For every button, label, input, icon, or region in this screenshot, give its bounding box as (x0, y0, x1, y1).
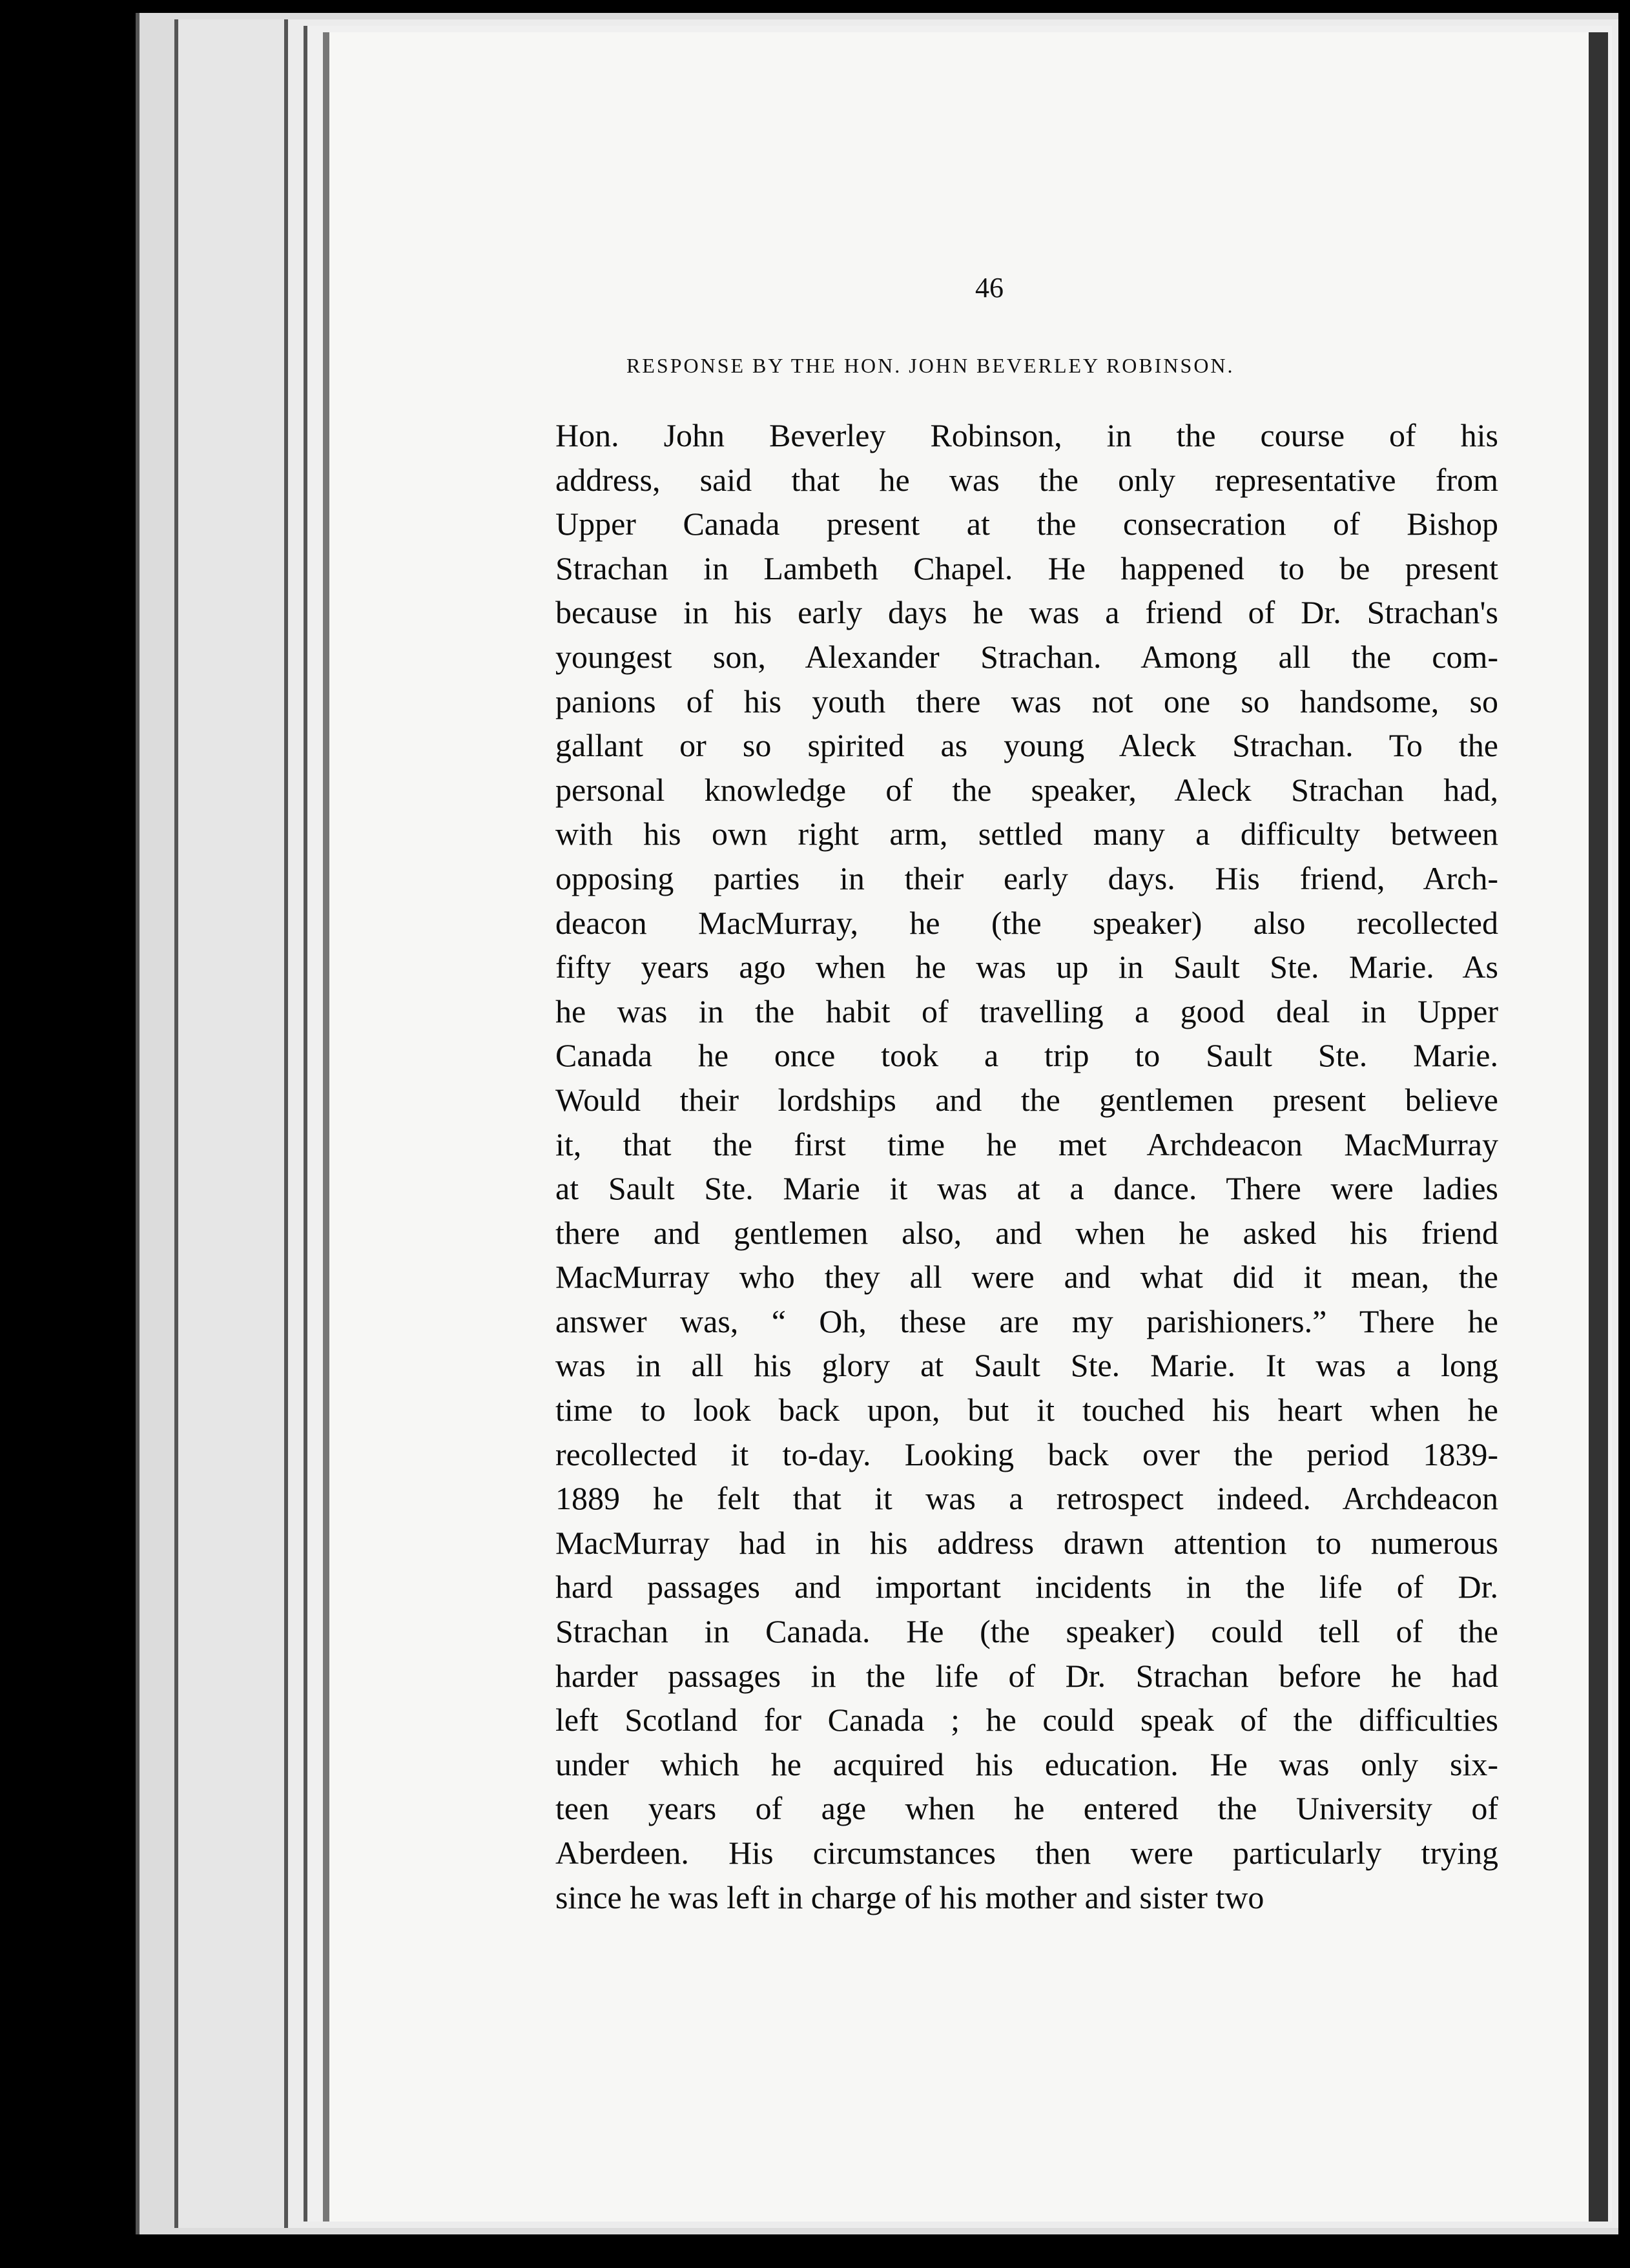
text-line: recollected it to-day. Looking back over the period 1839- (555, 1436, 1498, 1472)
text-line: because in his early days he was a friend of Dr. Strachan's (555, 594, 1498, 631)
text-line: hard passages and important incidents in the life of Dr. (555, 1569, 1498, 1605)
text-line: teen years of age when he entered the University of (555, 1790, 1498, 1827)
text-line: address, said that he was the only representative from (555, 461, 1498, 498)
text-line: deacon MacMurray, he (the speaker) also recollected (555, 904, 1498, 941)
text-line: at Sault Ste. Marie it was at a dance. There were ladies (555, 1170, 1498, 1207)
text-line: youngest son, Alexander Strachan. Among all the com- (555, 638, 1498, 675)
text-line: time to look back upon, but it touched his heart when he (555, 1392, 1498, 1428)
text-line: answer was, “ Oh, these are my parishioners.” There he (555, 1303, 1498, 1339)
body-paragraph (555, 413, 1498, 1919)
text-line: there and gentlemen also, and when he asked his friend (555, 1214, 1498, 1251)
text-line: Canada he once took a trip to Sault Ste. Marie. (555, 1037, 1498, 1074)
text-line: personal knowledge of the speaker, Aleck Strachan had, (555, 771, 1498, 808)
text-line: panions of his youth there was not one so handsome, so (555, 683, 1498, 719)
text-line: Strachan in Lambeth Chapel. He happened to be present (555, 550, 1498, 586)
text-line: gallant or so spirited as young Aleck Strachan. To the (555, 727, 1498, 764)
text-line: 1889 he felt that it was a retrospect indeed. Archdeacon (555, 1480, 1498, 1517)
text-line: he was in the habit of travelling a good deal in Upper (555, 993, 1498, 1029)
text-line: since he was left in charge of his mother and sister two (555, 1879, 1264, 1915)
page-number: 46 (975, 272, 1004, 304)
text-line: opposing parties in their early days. His friend, Arch- (555, 860, 1498, 896)
text-line: left Scotland for Canada ; he could speak of the difficulties (555, 1702, 1498, 1738)
text-line: with his own right arm, settled many a difficulty between (555, 816, 1498, 852)
text-line: fifty years ago when he was up in Sault Ste. Marie. As (555, 949, 1498, 985)
text-line: Would their lordships and the gentlemen present believe (555, 1081, 1498, 1118)
text-line: was in all his glory at Sault Ste. Marie. It was a long (555, 1347, 1498, 1384)
text-line: Aberdeen. His circumstances then were particularly trying (555, 1835, 1498, 1871)
page-edge-shadow (1589, 32, 1608, 2222)
text-line: it, that the first time he met Archdeacon MacMurray (555, 1126, 1498, 1162)
text-line: MacMurray had in his address drawn attention to numerous (555, 1524, 1498, 1561)
text-line: Upper Canada present at the consecration of Bishop (555, 506, 1498, 542)
text-line: Hon. John Beverley Robinson, in the course of his (555, 417, 1498, 453)
text-line: MacMurray who they all were and what did it mean, the (555, 1259, 1498, 1295)
text-line: Strachan in Canada. He (the speaker) could tell of the (555, 1613, 1498, 1650)
text-line: under which he acquired his education. He was only six- (555, 1746, 1498, 1782)
section-heading: RESPONSE BY THE HON. JOHN BEVERLEY ROBINSON. (626, 354, 1235, 377)
text-line: harder passages in the life of Dr. Strachan before he had (555, 1657, 1498, 1694)
